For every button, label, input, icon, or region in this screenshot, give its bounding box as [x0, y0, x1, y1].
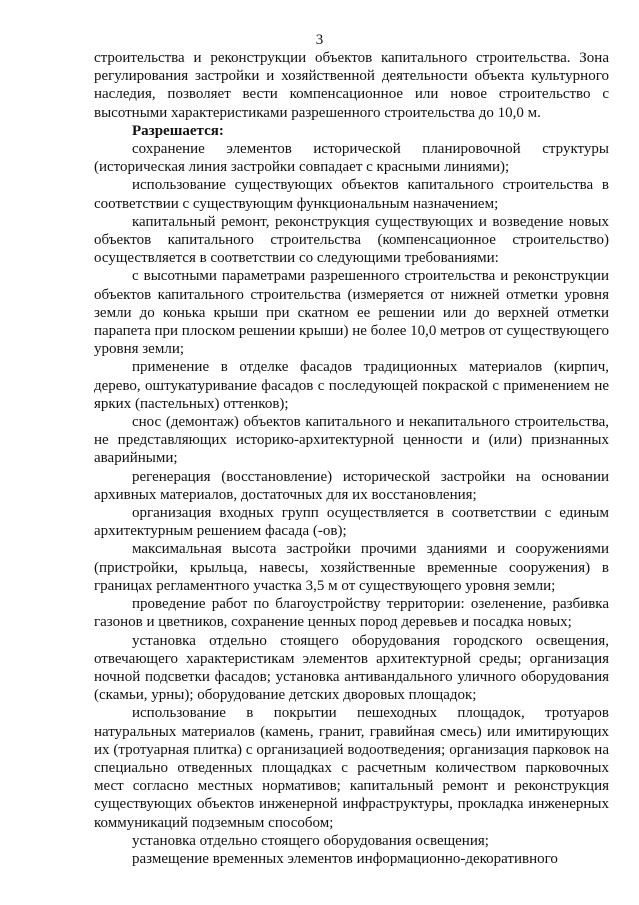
paragraph: использование в покрытии пешеходных площадок, тротуаров натуральных материалов (камень, гранит, гравийная смесь) или имитирующих их (тротуарная плитка) с организацией водоотведения; организация парковок на специально отведенных площадках с расчетным количеством парковочных мест согласно местных нормативов; капитальный ремонт и реконструкция существующих объектов инженерной инфраструктуры, прокладка инженерных коммуникаций подземным способом; [94, 705, 609, 831]
paragraph: снос (демонтаж) объектов капитального и некапитального строительства, не представляющих историко-архитектурной ценности и (или) признанных аварийными; [94, 414, 609, 467]
page-number: 3 [315, 32, 324, 48]
paragraph: проведение работ по благоустройству территории: озеленение, разбивка газонов и цветников, сохранение ценных пород деревьев и посадка новых; [94, 596, 609, 631]
paragraph: с высотными параметрами разрешенного строительства и реконструкции объектов капитального строительства (измеряется от нижней отметки уровня земли до конька крыши при скатном ее решении или до верхней отметки парапета при плоском решении крыши) не более 10,0 метров от существующего уровня земли; [94, 268, 609, 358]
paragraph: использование существующих объектов капитального строительства в соответствии с существующим функциональным назначением; [94, 177, 609, 212]
paragraph: капитальный ремонт, реконструкция существующих и возведение новых объектов капитального строительства (компенсационное строительство) осуществляется в соответствии со следующими требованиями: [94, 213, 609, 267]
document-body [94, 49, 609, 868]
intro-paragraph: строительства и реконструкции объектов капитального строительства. Зона регулирования застройки и хозяйственной деятельности объекта культурного наследия, позволяет вести компенсационное или новое строительство с высотными характеристиками разрешенного строительства до 10,0 м. [94, 50, 609, 121]
paragraph: максимальная высота застройки прочими зданиями и сооружениями (пристройки, крыльца, навесы, хозяйственные временные сооружения) в границах регламентного участка 3,5 м от существующего уровня земли; [94, 541, 609, 594]
paragraph: применение в отделке фасадов традиционных материалов (кирпич, дерево, оштукатуривание фасадов с последующей покраской с применением не ярких (пастельных) оттенков); [94, 359, 609, 412]
allowed-heading: Разрешается: [132, 122, 224, 139]
paragraph: сохранение элементов исторической планировочной структуры (историческая линия застройки совпадает с красными линиями); [94, 141, 609, 176]
paragraph: установка отдельно стоящего оборудования освещения; [132, 832, 489, 849]
paragraph: регенерация (восстановление) исторической застройки на основании архивных материалов, достаточных для их восстановления; [94, 468, 609, 503]
paragraph: установка отдельно стоящего оборудования городского освещения, отвечающего характеристикам элементов архитектурной среды; организация ночной подсветки фасадов; установка антивандального уличного оборудования (скамьи, урны); оборудование детских дворовых площадок; [94, 632, 609, 704]
paragraph: организация входных групп осуществляется в соответствии с единым архитектурным решением фасада (-ов); [94, 505, 609, 540]
paragraph: размещение временных элементов информационно-декоративного [132, 850, 558, 867]
